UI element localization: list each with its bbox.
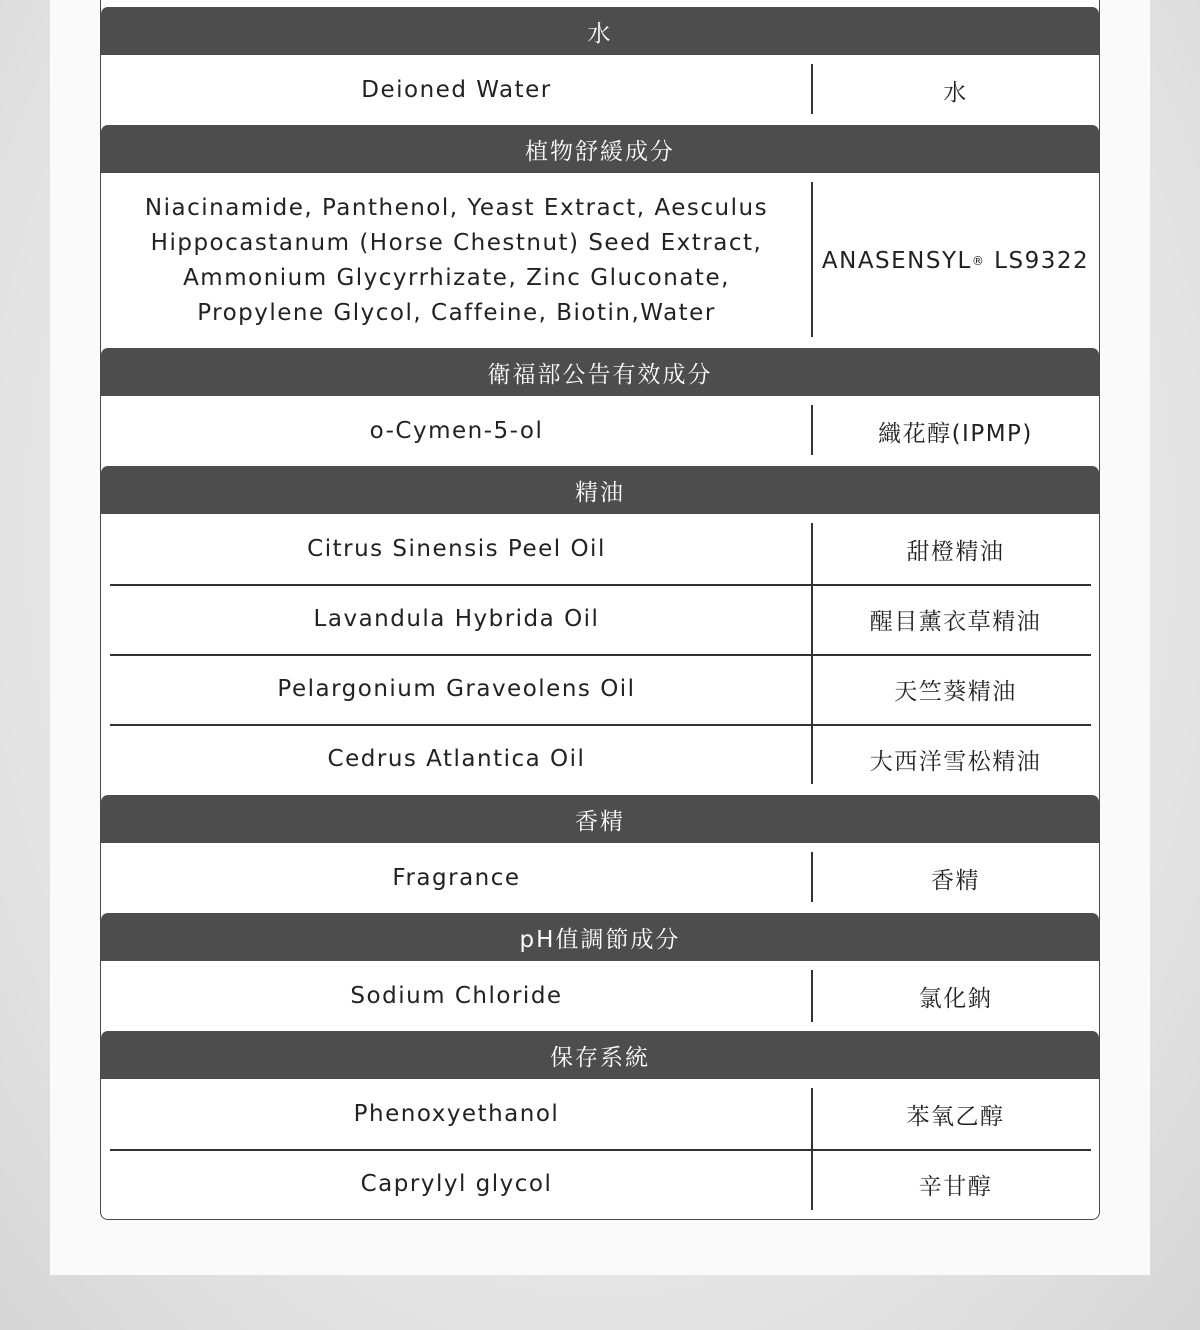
column-divider [811, 970, 813, 1022]
ingredient-en: o-Cymen-5-ol [369, 417, 544, 444]
table-row [101, 55, 1099, 125]
ingredient-en-line: Ammonium Glycyrrhizate, Zinc Gluconate, [183, 264, 730, 291]
ingredient-en: Deioned Water [361, 76, 552, 103]
ingredient-en-line: Niacinamide, Panthenol, Yeast Extract, Aesculus [144, 194, 769, 221]
table-row [101, 654, 1099, 724]
table-row [101, 843, 1099, 913]
table-row [101, 724, 1099, 795]
section-header-fragrance: 香精 [101, 795, 1099, 843]
section-header-active: 衛福部公告有效成分 [101, 348, 1099, 396]
ingredient-zh: 氯化鈉 [918, 985, 993, 1012]
ingredient-zh: 醒目薰衣草精油 [869, 608, 1042, 635]
column-divider [811, 523, 813, 784]
ingredient-en: Pelargonium Graveolens Oil [277, 675, 636, 702]
ingredient-en-line: Hippocastanum (Horse Chestnut) Seed Extract, [150, 229, 763, 256]
ingredient-zh: 苯氧乙醇 [906, 1103, 1005, 1130]
ingredient-en: Cedrus Atlantica Oil [327, 746, 586, 772]
column-divider [811, 405, 813, 455]
section-header-essential-oil: 精油 [101, 466, 1099, 514]
section-header-botanical: 植物舒緩成分 [101, 125, 1099, 173]
ingredient-zh: 辛甘醇 [918, 1173, 993, 1200]
section-header-water: 水 [101, 7, 1099, 55]
table-row [101, 396, 1099, 466]
table-row [101, 961, 1099, 1031]
ingredient-zh: 大西洋雪松精油 [869, 749, 1042, 775]
table-row [101, 1149, 1099, 1219]
column-divider [811, 182, 813, 337]
ingredient-en: Fragrance [392, 864, 521, 891]
section-header-ph: pH值調節成分 [101, 913, 1099, 961]
ingredient-zh: ANASENSYL ® LS9322 [821, 247, 1090, 274]
table-row [101, 514, 1099, 584]
column-divider [811, 64, 813, 114]
ingredient-en: Citrus Sinensis Peel Oil [307, 535, 606, 562]
table-row [101, 584, 1099, 654]
ingredient-zh: 甜橙精油 [906, 538, 1005, 565]
ingredient-zh: 織花醇(IPMP) [878, 420, 1033, 447]
table-row [101, 173, 1099, 348]
trade-name: ANASENSYL [821, 247, 972, 274]
ingredient-en: Lavandula Hybrida Oil [313, 605, 600, 632]
table-row [101, 1079, 1099, 1149]
ingredient-en: Sodium Chloride [350, 982, 563, 1009]
ingredient-en [101, 173, 812, 348]
ingredient-zh: 香精 [931, 867, 980, 894]
ingredient-zh: 水 [943, 79, 968, 106]
ingredient-zh: 天竺葵精油 [894, 678, 1017, 705]
ingredient-en: Phenoxyethanol [353, 1100, 560, 1127]
ingredients-table [100, 0, 1100, 1220]
ingredient-en-line: Propylene Glycol, Caffeine, Biotin,Water [197, 299, 716, 326]
column-divider [811, 1088, 813, 1210]
column-divider [811, 852, 813, 902]
ingredient-en: Caprylyl glycol [360, 1170, 553, 1197]
section-header-preservative: 保存系統 [101, 1031, 1099, 1079]
trade-code: LS9322 [994, 247, 1090, 274]
